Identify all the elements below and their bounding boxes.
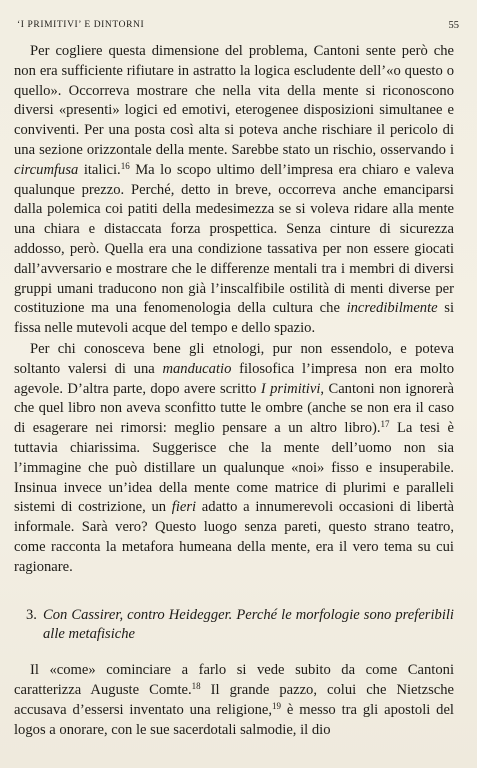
text-run: si fissa nelle mutevoli acque del tempo e dello spazio. [14, 300, 454, 337]
footnote-ref: 17 [380, 419, 390, 430]
text-run: Ma lo scopo ultimo dell’impresa era chiaro e valeva qualunque prezzo. Perché, detto in breve, occorreva anche emanciparsi dalla polemica coi patiti della medesimezza se si voleva ridare alla mente una chiara e distaccata forza prospettica. Senza cinture di sicurezza addosso, però. Quella era una condizione tassativa per non essere giocati dall’avversario e mostrare che le differenze mentali tra i membri di diversi gruppi umani traducono non già l’inscalfibile ostilità di menti diverse per costituzione ma una fenomenologia della cultura che [14, 161, 454, 317]
text-run: filosofica l’impresa non era molto agevole. D’altra parte, dopo avere scritto [14, 360, 454, 397]
italic-text: incredibilmente [346, 300, 438, 317]
footnote-ref: 19 [272, 700, 282, 711]
text-run: Il «come» cominciare a farlo si vede subito da come Cantoni caratterizza Auguste Comte. [14, 662, 454, 698]
body-text [14, 42, 454, 740]
text-run: Il grande pazzo, colui che Nietzsche accusava d’essersi inventato una religione, [14, 681, 454, 718]
text-run: è messo tra gli apostoli del logos a onorare, con le sue sacerdotali salmodie, il dio [14, 701, 454, 738]
italic-text: circumfusa [14, 161, 79, 178]
running-head [17, 20, 459, 34]
text-run: Per cogliere questa dimensione del problema, Cantoni sente però che non era sufficiente rifiutare in astratto la logica escludente dell’«o questo o quello». Occorreva mostrare che nella vita della mente si riconoscono diversi «presenti» logici ed emotivi, eterogenee disposizioni simultanee e conviventi. Per una posta così alta si poteva anche rischiare il pericolo di una sezione orizzontale della mente. Sarebbe stato un rischio, osservando i [14, 43, 454, 158]
section-title: Con Cassirer, contro Heidegger. Perché le morfologie sono preferibili alle metafisiche [43, 606, 454, 643]
text-run: La tesi è tuttavia chiarissima. Suggerisce che la mente dell’uomo non sia l’immagine che può distillare un qualunque «noi» fisso e insuperabile. Insinua invece un’idea della mente come matrice di plurimi e paralleli sistemi di costrizione, un [14, 420, 454, 516]
footnote-ref: 16 [120, 160, 130, 171]
section-number: 3. [26, 606, 37, 623]
text-run: Per chi conosceva bene gli etnologi, pur non essendolo, e poteva soltanto valersi di una [14, 340, 454, 377]
italic-text: manducatio [162, 360, 232, 377]
text-run: , Cantoni non ignorerà che quel libro non aveva sconfitto tutte le ombre (anche se non era il caso di esagerare nei rimorsi: meglio pensare a un altro libro). [14, 380, 454, 437]
text-run: italici. [78, 161, 121, 178]
paragraph [14, 340, 454, 578]
paragraph [14, 42, 454, 339]
page-number: 55 [448, 20, 459, 31]
paragraph [14, 661, 454, 740]
section-heading [26, 606, 454, 646]
running-head-title: ‘I PRIMITIVI’ E DINTORNI [17, 20, 145, 30]
text-run: adatto a innumerevoli occasioni di libertà informale. Sarà vero? Questo luogo senza pareti, questo strano teatro, come racconta la metafora humeana della mente, era il vero tema su cui ragionare. [14, 499, 454, 575]
italic-text: I primitivi [260, 380, 321, 397]
italic-text: fieri [171, 499, 197, 516]
footnote-ref: 18 [191, 680, 201, 691]
